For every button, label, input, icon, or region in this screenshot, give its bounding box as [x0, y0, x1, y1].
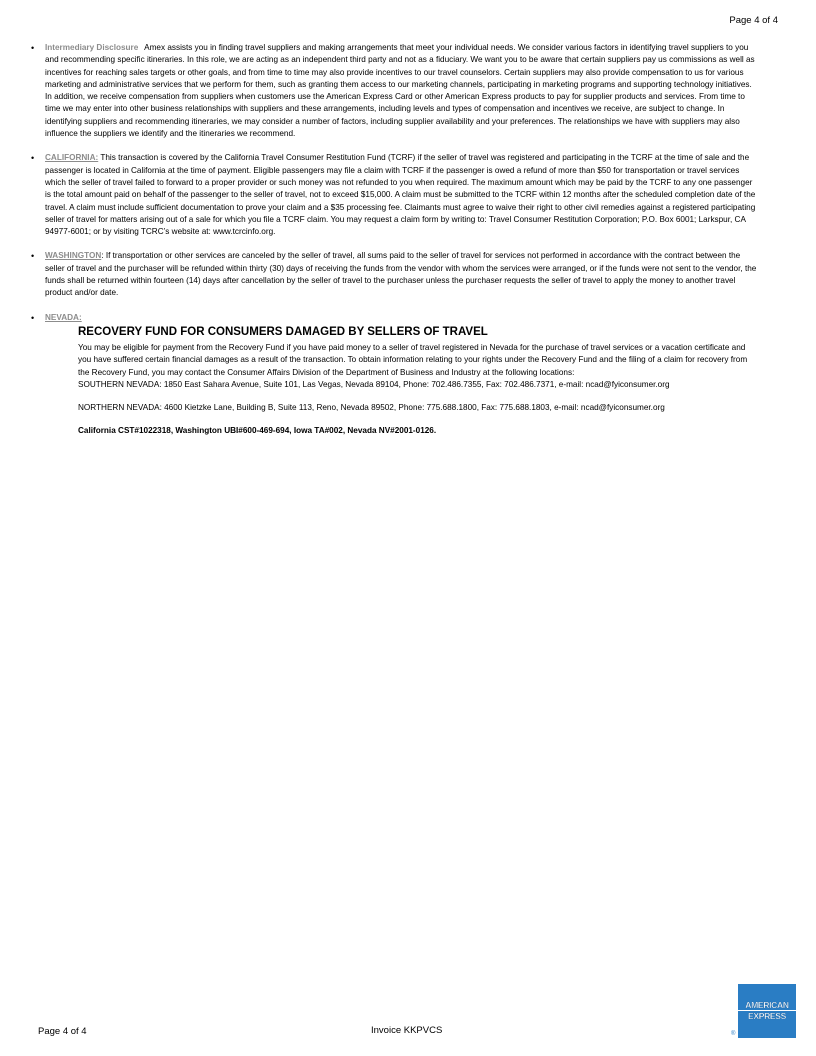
southern-nevada-contact: SOUTHERN NEVADA: 1850 East Sahara Avenue, Suite 101, Las Vegas, Nevada 89104, Phone: 702.486.7355, Fax: 702.486.7371, e-mail: ncad@fyiconsumer.org — [78, 379, 670, 389]
intermediary-disclosure-section — [31, 42, 757, 140]
nevada-heading: NEVADA: — [45, 312, 82, 322]
northern-nevada-contact: NORTHERN NEVADA: 4600 Kietzke Lane, Building B, Suite 113, Reno, Nevada 89502, Phone: 775.688.1800, Fax: 775.688.1803, e-mail: ncad@fyiconsumer.org — [78, 403, 665, 413]
registered-mark: ® — [731, 1031, 736, 1037]
nevada-body — [78, 325, 757, 438]
bullet-icon: • — [31, 312, 35, 323]
washington-text: : If transportation or other services are canceled by the seller of travel, all sums paid to the seller of travel for services not performed in accordance with the contract between the seller of travel and the purchaser will be refunded within thirty (30) days of receiving the funds from the vendor with whom the services were arranged, or if the funds were not sent to the vendor, the funds shall be returned within fourteen (14) days after cancellation by the seller of travel to the purchaser unless the purchaser requests the seller of travel to apply the money to another travel product and/or date. — [45, 251, 757, 298]
logo-line-2: EXPRESS — [747, 1011, 787, 1021]
page-number-footer: Page 4 of 4 — [38, 1026, 87, 1037]
american-express-logo — [738, 984, 796, 1038]
bullet-icon: • — [31, 43, 35, 53]
invoice-number: Invoice KKPVCS — [371, 1025, 443, 1036]
california-heading: CALIFORNIA: — [45, 153, 99, 163]
intermediary-heading: Intermediary Disclosure — [45, 43, 139, 52]
washington-section — [31, 250, 757, 299]
registration-numbers: California CST#1022318, Washington UBI#600-469-694, Iowa TA#002, Nevada NV#2001-0126. — [78, 426, 437, 436]
washington-heading: WASHINGTON — [45, 251, 102, 261]
california-section — [31, 152, 757, 238]
bullet-icon: • — [31, 153, 35, 164]
logo-line-1: AMERICAN — [745, 1000, 789, 1010]
nevada-section — [31, 312, 757, 438]
intermediary-text: Amex assists you in finding travel suppliers and making arrangements that meet your individual needs. We consider various factors in identifying travel suppliers to you and recommending specific itineraries. In this role, we are acting as an independent third party and not as a fiduciary. We want you to be aware that certain suppliers pay us commissions as well as incentives for reaching sales targets or other goals, and from time to time may also provide incentives to our travel counselors. Certain suppliers may also provide compensation to us for various marketing and administrative services that we perform for them, such as granting them access to our marketing channels, participating in marketing programs and supporting technology initiatives. In addition, we receive compensation from suppliers when customers use the American Express Card or other American Express products to pay for supplier products and services. From time to time we may enter into other business relationships with suppliers and these arrangements, including levels and types of compensation and incentives we receive, are subject to change. In identifying suppliers and recommending itineraries, we may consider a number of factors, including supplier availability and your preferences. The relationships we have with suppliers may also influence the suppliers we identify and the itineraries we recommend. — [45, 43, 755, 139]
nevada-title: RECOVERY FUND FOR CONSUMERS DAMAGED BY SELLERS OF TRAVEL — [78, 325, 488, 338]
bullet-icon: • — [31, 251, 35, 262]
disclosures — [31, 42, 757, 450]
nevada-text: You may be eligible for payment from the Recovery Fund if you have paid money to a seller of travel registered in Nevada for the purchase of travel services or a vacation certificate and you have suffered certain financial damages as a result of the transaction. To obtain information relating to your rights under the Recovery Fund and the filing of a claim for recovery from the Recovery Fund, you may contact the Consumer Affairs Division of the Department of Business and Industry at the following locations: — [78, 342, 748, 377]
page-number-top: Page 4 of 4 — [729, 15, 778, 26]
california-text: This transaction is covered by the California Travel Consumer Restitution Fund (TCRF) if the seller of travel was registered and participating in the TCRF at the time of sale and the passenger is located in California at the time of payment. Eligible passengers may file a claim with TCRF if the passenger is owed a refund of more than $50 for transportation or travel services which the seller of travel failed to forward to a proper provider or such money was not refunded to you when required. The maximum amount which may be paid by the TCRF to any one passenger is the total amount paid on behalf of the passenger to the seller of travel, not to exceed $15,000. A claim must be submitted to the TCRF within 12 months after the scheduled completion date of the travel. A claim must include sufficient documentation to prove your claim and a $35 processing fee. Claimants must agree to waive their right to other civil remedies against a registered participating seller of travel for matters arising out of a sale for which you file a TCRF claim. You may request a claim form by writing to: Travel Consumer Restitution Corporation; P.O. Box 6001; Larkspur, CA 94977-6001; or by visiting TCRC’s website at: www.tcrcinfo.org. — [45, 153, 756, 237]
